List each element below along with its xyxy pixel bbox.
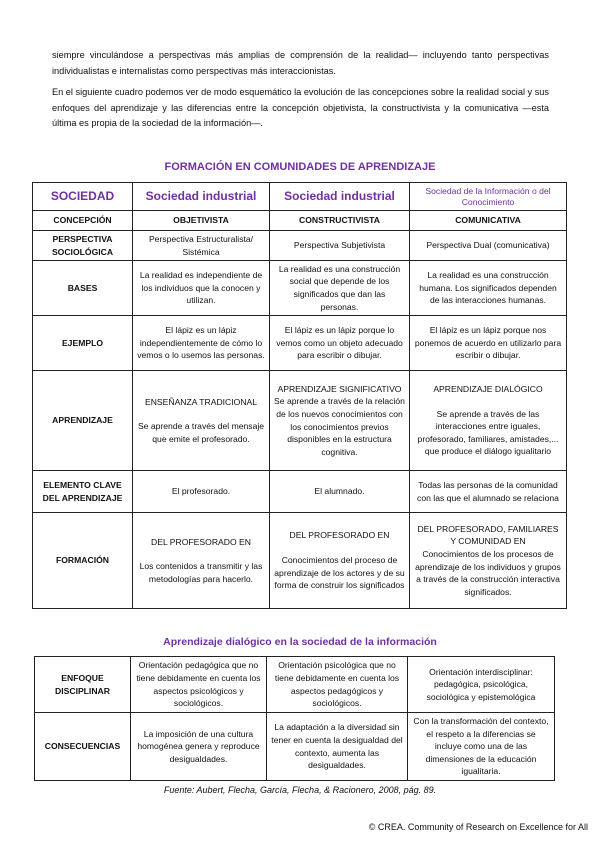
- cell-text: Se aprende a través de la relación de los nuevos conocimientos con los conocimientos previos disponibles en la estructura cognitiva.: [274, 396, 405, 457]
- table-cell: OBJETIVISTA: [133, 211, 270, 231]
- table-row: [35, 657, 555, 713]
- cell-heading: DEL PROFESORADO EN: [151, 536, 251, 547]
- table-cell: [270, 513, 410, 609]
- cell-heading: ENSEÑANZA TRADICIONAL: [144, 396, 258, 407]
- intro-paragraph-1: siempre vinculándose a perspectivas más amplias de comprensión de la realidad— incluyendo tanto perspectivas individualistas e internalistas como perspectivas más interaccionistas.: [52, 50, 549, 76]
- table2-title: Aprendizaje dialógico en la sociedad de la información: [163, 636, 437, 648]
- table-cell: La adaptación a la diversidad sin tener en cuenta la desigualdad del contexto, aumenta las desigualdades.: [267, 713, 408, 781]
- table-cell: La realidad es una construcción humana. Los significados dependen de las interacciones humanas.: [410, 261, 567, 316]
- cell-text: Se aprende a través de las interacciones entre iguales, profesorado, familiares, amistades,... que produce el diálogo igualitario: [417, 408, 559, 457]
- table-cell: El lápiz es un lápiz porque nos ponemos de acuerdo en utilizarlo para escribir o dibujar.: [410, 316, 567, 371]
- table-cell: Perspectiva Dual (comunicativa): [410, 231, 567, 261]
- cell-heading: APRENDIZAJE SIGNIFICATIVO: [277, 383, 402, 394]
- copyright-footer: © CREA. Community of Research on Excellence for All: [368, 822, 588, 832]
- table-row: [33, 513, 567, 609]
- table-cell: [133, 371, 270, 471]
- table-cell: [410, 371, 567, 471]
- header-cell: Sociedad industrial: [133, 183, 270, 211]
- table-row: [33, 316, 567, 371]
- intro-paragraph-2: En el siguiente cuadro podemos ver de modo esquemático la evolución de las concepciones sobre la realidad social y sus enfoques del aprendizaje y las diferencias entre la concepción objetivista, la constructivista y la comunicativa —esta última es propia de la sociedad de la información—.: [52, 87, 549, 128]
- table-cell: El lápiz es un lápiz independientemente de cómo lo vemos o lo usemos las personas.: [133, 316, 270, 371]
- table-row: [33, 231, 567, 261]
- row-label: BASES: [33, 261, 133, 316]
- table-row: [33, 211, 567, 231]
- row-label: CONCEPCIÓN: [33, 211, 133, 231]
- table-cell: Con la transformación del contexto, el respeto a la diferencias se incluye como una de las dimensiones de la educación igualitaria.: [408, 713, 555, 781]
- table-cell: CONSTRUCTIVISTA: [270, 211, 410, 231]
- row-label: APRENDIZAJE: [33, 371, 133, 471]
- row-label: EJEMPLO: [33, 316, 133, 371]
- table-cell: Perspectiva Subjetivista: [270, 231, 410, 261]
- row-label: PERSPECTIVA SOCIOLÓGICA: [33, 231, 133, 261]
- table-cell: Perspectiva Estructuralista/ Sistémica: [133, 231, 270, 261]
- row-label: ENFOQUE DISCIPLINAR: [35, 657, 131, 713]
- cell-text: Conocimientos del proceso de aprendizaje de los actores y de su forma de construir los significados: [274, 554, 405, 591]
- table-cell: La imposición de una cultura homogénea genera y reproduce desigualdades.: [131, 713, 267, 781]
- header-cell: Sociedad de la Información o del Conocimiento: [410, 183, 567, 211]
- table-cell: [410, 513, 567, 609]
- cell-heading: DEL PROFESORADO, FAMILIARES Y COMUNIDAD EN: [417, 523, 559, 547]
- table-cell: Orientación psicológica que no tiene debidamente en cuenta los aspectos pedagógicos y sociológicos.: [267, 657, 408, 713]
- table-cell: Todas las personas de la comunidad con las que el alumnado se relaciona: [410, 471, 567, 513]
- table1-header-row: [33, 183, 567, 211]
- cell-heading: DEL PROFESORADO EN: [289, 530, 390, 541]
- table-cell: La realidad es una construcción social que depende de los significados que dan las personas.: [270, 261, 410, 316]
- table-row: [33, 371, 567, 471]
- dialogic-learning-table: [34, 656, 555, 781]
- cell-text: Se aprende a través del mensaje que emite el profesorado.: [137, 421, 265, 444]
- source-citation: Fuente: Aubert, Flecha, García, Flecha, & Racionero, 2008, pág. 89.: [163, 785, 437, 795]
- table1-title: FORMACIÓN EN COMUNIDADES DE APRENDIZAJE: [164, 161, 436, 173]
- table-cell: [133, 513, 270, 609]
- table-row: [35, 713, 555, 781]
- table-cell: El lápiz es un lápiz porque lo vemos como un objeto adecuado para escribir o dibujar.: [270, 316, 410, 371]
- table-cell: [270, 371, 410, 471]
- row-label: CONSECUENCIAS: [35, 713, 131, 781]
- header-cell: Sociedad industrial: [270, 183, 410, 211]
- learning-communities-table: [32, 182, 567, 609]
- row-label: FORMACIÓN: [33, 513, 133, 609]
- table-cell: El profesorado.: [133, 471, 270, 513]
- table-row: [33, 471, 567, 513]
- cell-text: Conocimientos de los procesos de aprendizaje de los individuos y grupos a través de la construcción interactiva significados.: [415, 548, 561, 597]
- table-cell: Orientación pedagógica que no tiene debidamente en cuenta los aspectos psicológicos y sociológicos.: [131, 657, 267, 713]
- table-cell: La realidad es independiente de los individuos que la conocen y utilizan.: [133, 261, 270, 316]
- table-cell: COMUNICATIVA: [410, 211, 567, 231]
- table-row: [33, 261, 567, 316]
- table-cell: Orientación interdisciplinar: pedagógica, psicológica, sociológica y epistemológica: [408, 657, 555, 713]
- cell-heading: APRENDIZAJE DIALÓGICO: [433, 384, 543, 395]
- table-cell: El alumnado.: [270, 471, 410, 513]
- header-cell: SOCIEDAD: [33, 183, 133, 211]
- row-label: ELEMENTO CLAVE DEL APRENDIZAJE: [33, 471, 133, 513]
- cell-text: Los contenidos a transmitir y las metodologías para hacerlo.: [139, 561, 263, 584]
